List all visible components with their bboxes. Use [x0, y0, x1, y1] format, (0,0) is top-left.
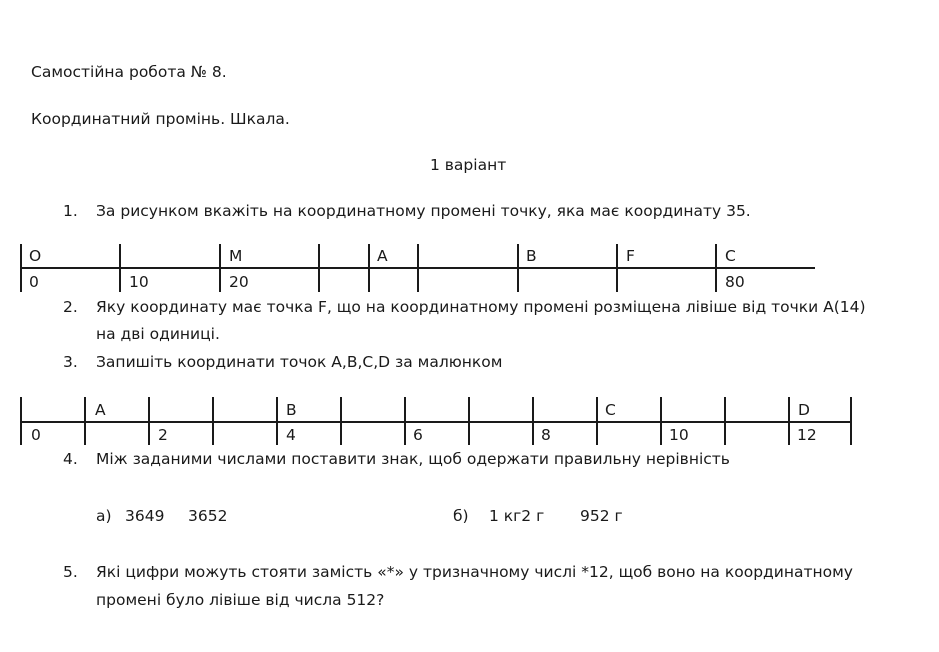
ray-1-point-A: A	[377, 247, 388, 265]
ray-2-tick	[84, 397, 86, 445]
task-5-number: 5.	[63, 563, 78, 581]
ray-1-tick	[616, 244, 618, 292]
ray-2-point-A: A	[95, 401, 106, 419]
task-1-text: За рисунком вкажіть на координатному промені точку, яка має координату 35.	[96, 202, 751, 220]
task-4-text: Між заданими числами поставити знак, щоб одержати правильну нерівність	[96, 450, 730, 468]
ray-2-tick	[340, 397, 342, 445]
ray-2-value: 6	[413, 426, 423, 444]
ray-1-value: 80	[725, 273, 745, 291]
ray-2-tick	[468, 397, 470, 445]
ray-2-tick	[788, 397, 790, 445]
task-5-text-cont: промені було лівіше від числа 512?	[96, 591, 385, 609]
variant-label: 1 варіант	[430, 156, 507, 174]
ray-2-point-B: B	[286, 401, 297, 419]
ray-2-tick	[404, 397, 406, 445]
compare-a-left: 3649	[125, 507, 165, 525]
ray-1-tick	[368, 244, 370, 292]
ray-2-tick	[212, 397, 214, 445]
task-3-text: Запишіть координати точок A,B,C,D за малюнком	[96, 353, 503, 371]
ray-2-value: 12	[797, 426, 817, 444]
ray-1-value: 0	[29, 273, 39, 291]
ray-2-tick	[724, 397, 726, 445]
ray-2-tick	[596, 397, 598, 445]
ray-2-tick	[850, 397, 852, 445]
ray-1-point-M: M	[229, 247, 243, 265]
task-3-number: 3.	[63, 353, 78, 371]
ray-1-tick	[318, 244, 320, 292]
ray-1-tick	[20, 244, 22, 292]
task-2-number: 2.	[63, 298, 78, 316]
ray-1-tick	[119, 244, 121, 292]
ray-2-value: 0	[31, 426, 41, 444]
ray-2-value: 8	[541, 426, 551, 444]
compare-b-label: б)	[453, 507, 469, 525]
ray-1-point-F: F	[626, 247, 635, 265]
task-1-number: 1.	[63, 202, 78, 220]
ray-2-tick	[660, 397, 662, 445]
worksheet-topic: Координатний промінь. Шкала.	[31, 110, 290, 128]
worksheet-title: Самостійна робота № 8.	[31, 63, 227, 81]
ray-1-point-O: O	[29, 247, 42, 265]
ray-2-tick	[532, 397, 534, 445]
ray-2-point-D: D	[798, 401, 810, 419]
ray-1-value: 10	[129, 273, 149, 291]
ray-2-value: 4	[286, 426, 296, 444]
task-5-text: Які цифри можуть стояти замість «*» у тризначному числі *12, щоб воно на координатному	[96, 563, 853, 581]
ray-1-tick	[219, 244, 221, 292]
ray-2-value: 2	[158, 426, 168, 444]
ray-1-value: 20	[229, 273, 249, 291]
ray-1-tick	[417, 244, 419, 292]
task-2-text-cont: на дві одиниці.	[96, 325, 220, 343]
ray-2-axis	[20, 421, 852, 423]
ray-1-point-B: B	[526, 247, 537, 265]
task-2-text: Яку координату має точка F, що на координатному промені розміщена лівіше від точки А(14)	[96, 298, 866, 316]
compare-a-label: а)	[96, 507, 112, 525]
task-4-number: 4.	[63, 450, 78, 468]
compare-a-right: 3652	[188, 507, 228, 525]
compare-b-right: 952 г	[580, 507, 623, 525]
ray-2-value: 10	[669, 426, 689, 444]
ray-1-tick	[715, 244, 717, 292]
ray-1-tick	[517, 244, 519, 292]
ray-2-point-C: C	[605, 401, 616, 419]
compare-b-left: 1 кг2 г	[489, 507, 545, 525]
ray-2-tick	[148, 397, 150, 445]
ray-2-tick	[276, 397, 278, 445]
ray-2-tick	[20, 397, 22, 445]
ray-1-point-C: C	[725, 247, 736, 265]
